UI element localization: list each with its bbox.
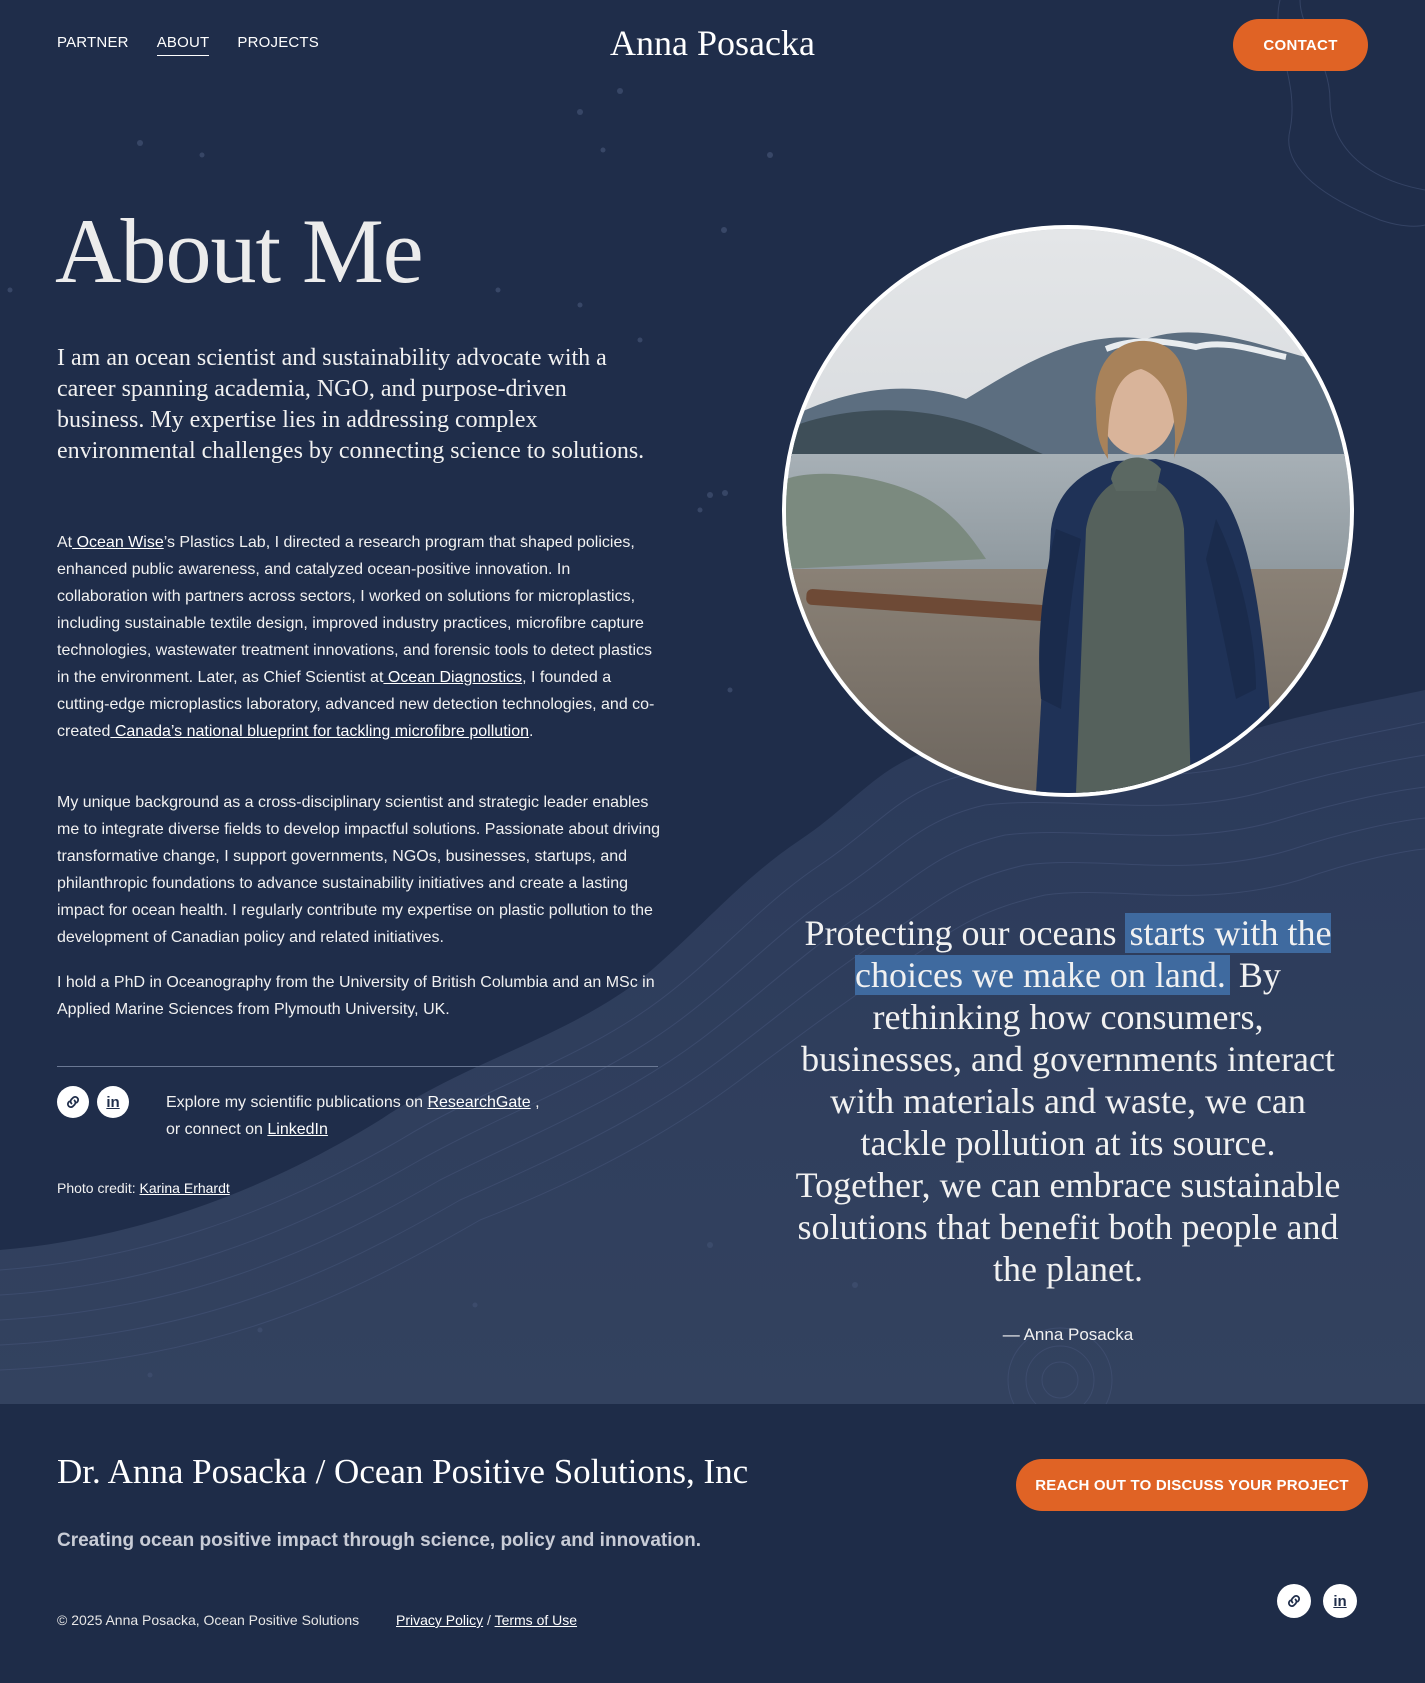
nav-projects[interactable]: PROJECTS	[237, 34, 320, 51]
bio-paragraph-1	[57, 529, 662, 745]
site-logo[interactable]: Anna Posacka	[610, 23, 815, 63]
quote-text: By rethinking how consumers, businesses, and governments interact with materials and waste, we can tackle pollution at its source. Together, we can embrace sustainable solutions that benefit both people and the planet.	[795, 955, 1341, 1289]
terms-of-use-link[interactable]: Terms of Use	[494, 1612, 578, 1628]
copyright: © 2025 Anna Posacka, Ocean Positive Solutions	[57, 1612, 360, 1628]
bio-paragraph-3: I hold a PhD in Oceanography from the University of British Columbia and an MSc in Applied Marine Sciences from Plymouth University, UK.	[57, 974, 655, 1018]
site-header	[0, 0, 1425, 90]
bio-text: At	[57, 534, 73, 551]
privacy-policy-link[interactable]: Privacy Policy	[396, 1612, 484, 1628]
linkedin-icon: in	[1333, 1592, 1347, 1610]
linkedin-button[interactable]	[97, 1086, 129, 1118]
microfibre-blueprint-link[interactable]: Canada’s national blueprint for tackling microfibre pollution	[110, 723, 529, 740]
photographer-link[interactable]: Karina Erhardt	[139, 1180, 230, 1196]
reach-out-button[interactable]: REACH OUT TO DISCUSS YOUR PROJECT	[1016, 1459, 1368, 1511]
linkedin-icon: in	[106, 1093, 120, 1111]
legal-links	[396, 1612, 577, 1628]
explore-text: ,	[530, 1094, 540, 1111]
footer-title: Dr. Anna Posacka / Ocean Positive Solutions, Inc	[57, 1452, 749, 1491]
footer-linkedin-button[interactable]	[1323, 1584, 1357, 1618]
nav-partner[interactable]: PARTNER	[57, 34, 129, 51]
explore-text: Explore my scientific publications on	[166, 1094, 428, 1111]
linkedin-link[interactable]: LinkedIn	[267, 1121, 328, 1138]
explore-text: or connect on	[166, 1121, 268, 1138]
legal-separator: /	[483, 1612, 495, 1628]
ocean-diagnostics-link[interactable]: Ocean Diagnostics	[383, 669, 523, 686]
nav-about[interactable]: ABOUT	[157, 34, 210, 56]
quote-highlight: starts with the choices we make on land.	[855, 913, 1332, 995]
bio-paragraph-2: My unique background as a cross-disciplinary scientist and strategic leader enables me to integrate diverse fields to develop impactful solutions. Passionate about driving transformative change, I support governments, NGOs, businesses, startups, and philanthropic foundations to advance sustainability initiatives and create a lasting impact for ocean health. I regularly contribute my expertise on plastic pollution to the development of Canadian policy and related initiatives.	[57, 794, 661, 946]
quote-author: — Anna Posacka	[1002, 1325, 1134, 1344]
bio-text: , I founded a cutting-edge microplastics laboratory, advanced new detection technologies, and co-created	[57, 669, 655, 740]
portrait-photo	[782, 225, 1354, 797]
contact-button[interactable]: CONTACT	[1233, 19, 1368, 71]
site-footer	[0, 1404, 1425, 1683]
researchgate-link-button[interactable]	[57, 1086, 89, 1118]
explore-publications	[166, 1089, 586, 1143]
ocean-wise-link[interactable]: Ocean Wise	[72, 534, 164, 551]
link-icon	[1285, 1592, 1303, 1610]
quote-text: Protecting our oceans	[804, 913, 1126, 953]
mission-quote	[795, 912, 1341, 1290]
footer-tagline: Creating ocean positive impact through science, policy and innovation.	[57, 1530, 702, 1551]
bio-text: ’s Plastics Lab, I directed a research program that shaped policies, enhanced public awareness, and catalyzed ocean-positive innovation. In collaboration with partners across sectors, I worked on solutions for microplastics, including sustainable textile design, improved industry practices, microfibre capture technologies, wastewater treatment innovations, and forensic tools to detect plastics in the environment. Later, as Chief Scientist at	[57, 534, 652, 686]
section-divider	[57, 1066, 658, 1067]
photo-credit-label: Photo credit:	[57, 1180, 140, 1196]
bio-text: .	[528, 723, 534, 740]
link-icon	[64, 1093, 82, 1111]
footer-link-button[interactable]	[1277, 1584, 1311, 1618]
photo-credit	[57, 1180, 230, 1196]
page-title: About Me	[55, 200, 423, 302]
intro-lead: I am an ocean scientist and sustainability advocate with a career spanning academia, NGO, and purpose-driven business. My expertise lies in addressing complex environmental challenges by connecting science to solutions.	[57, 345, 645, 464]
researchgate-link[interactable]: ResearchGate	[427, 1094, 531, 1111]
